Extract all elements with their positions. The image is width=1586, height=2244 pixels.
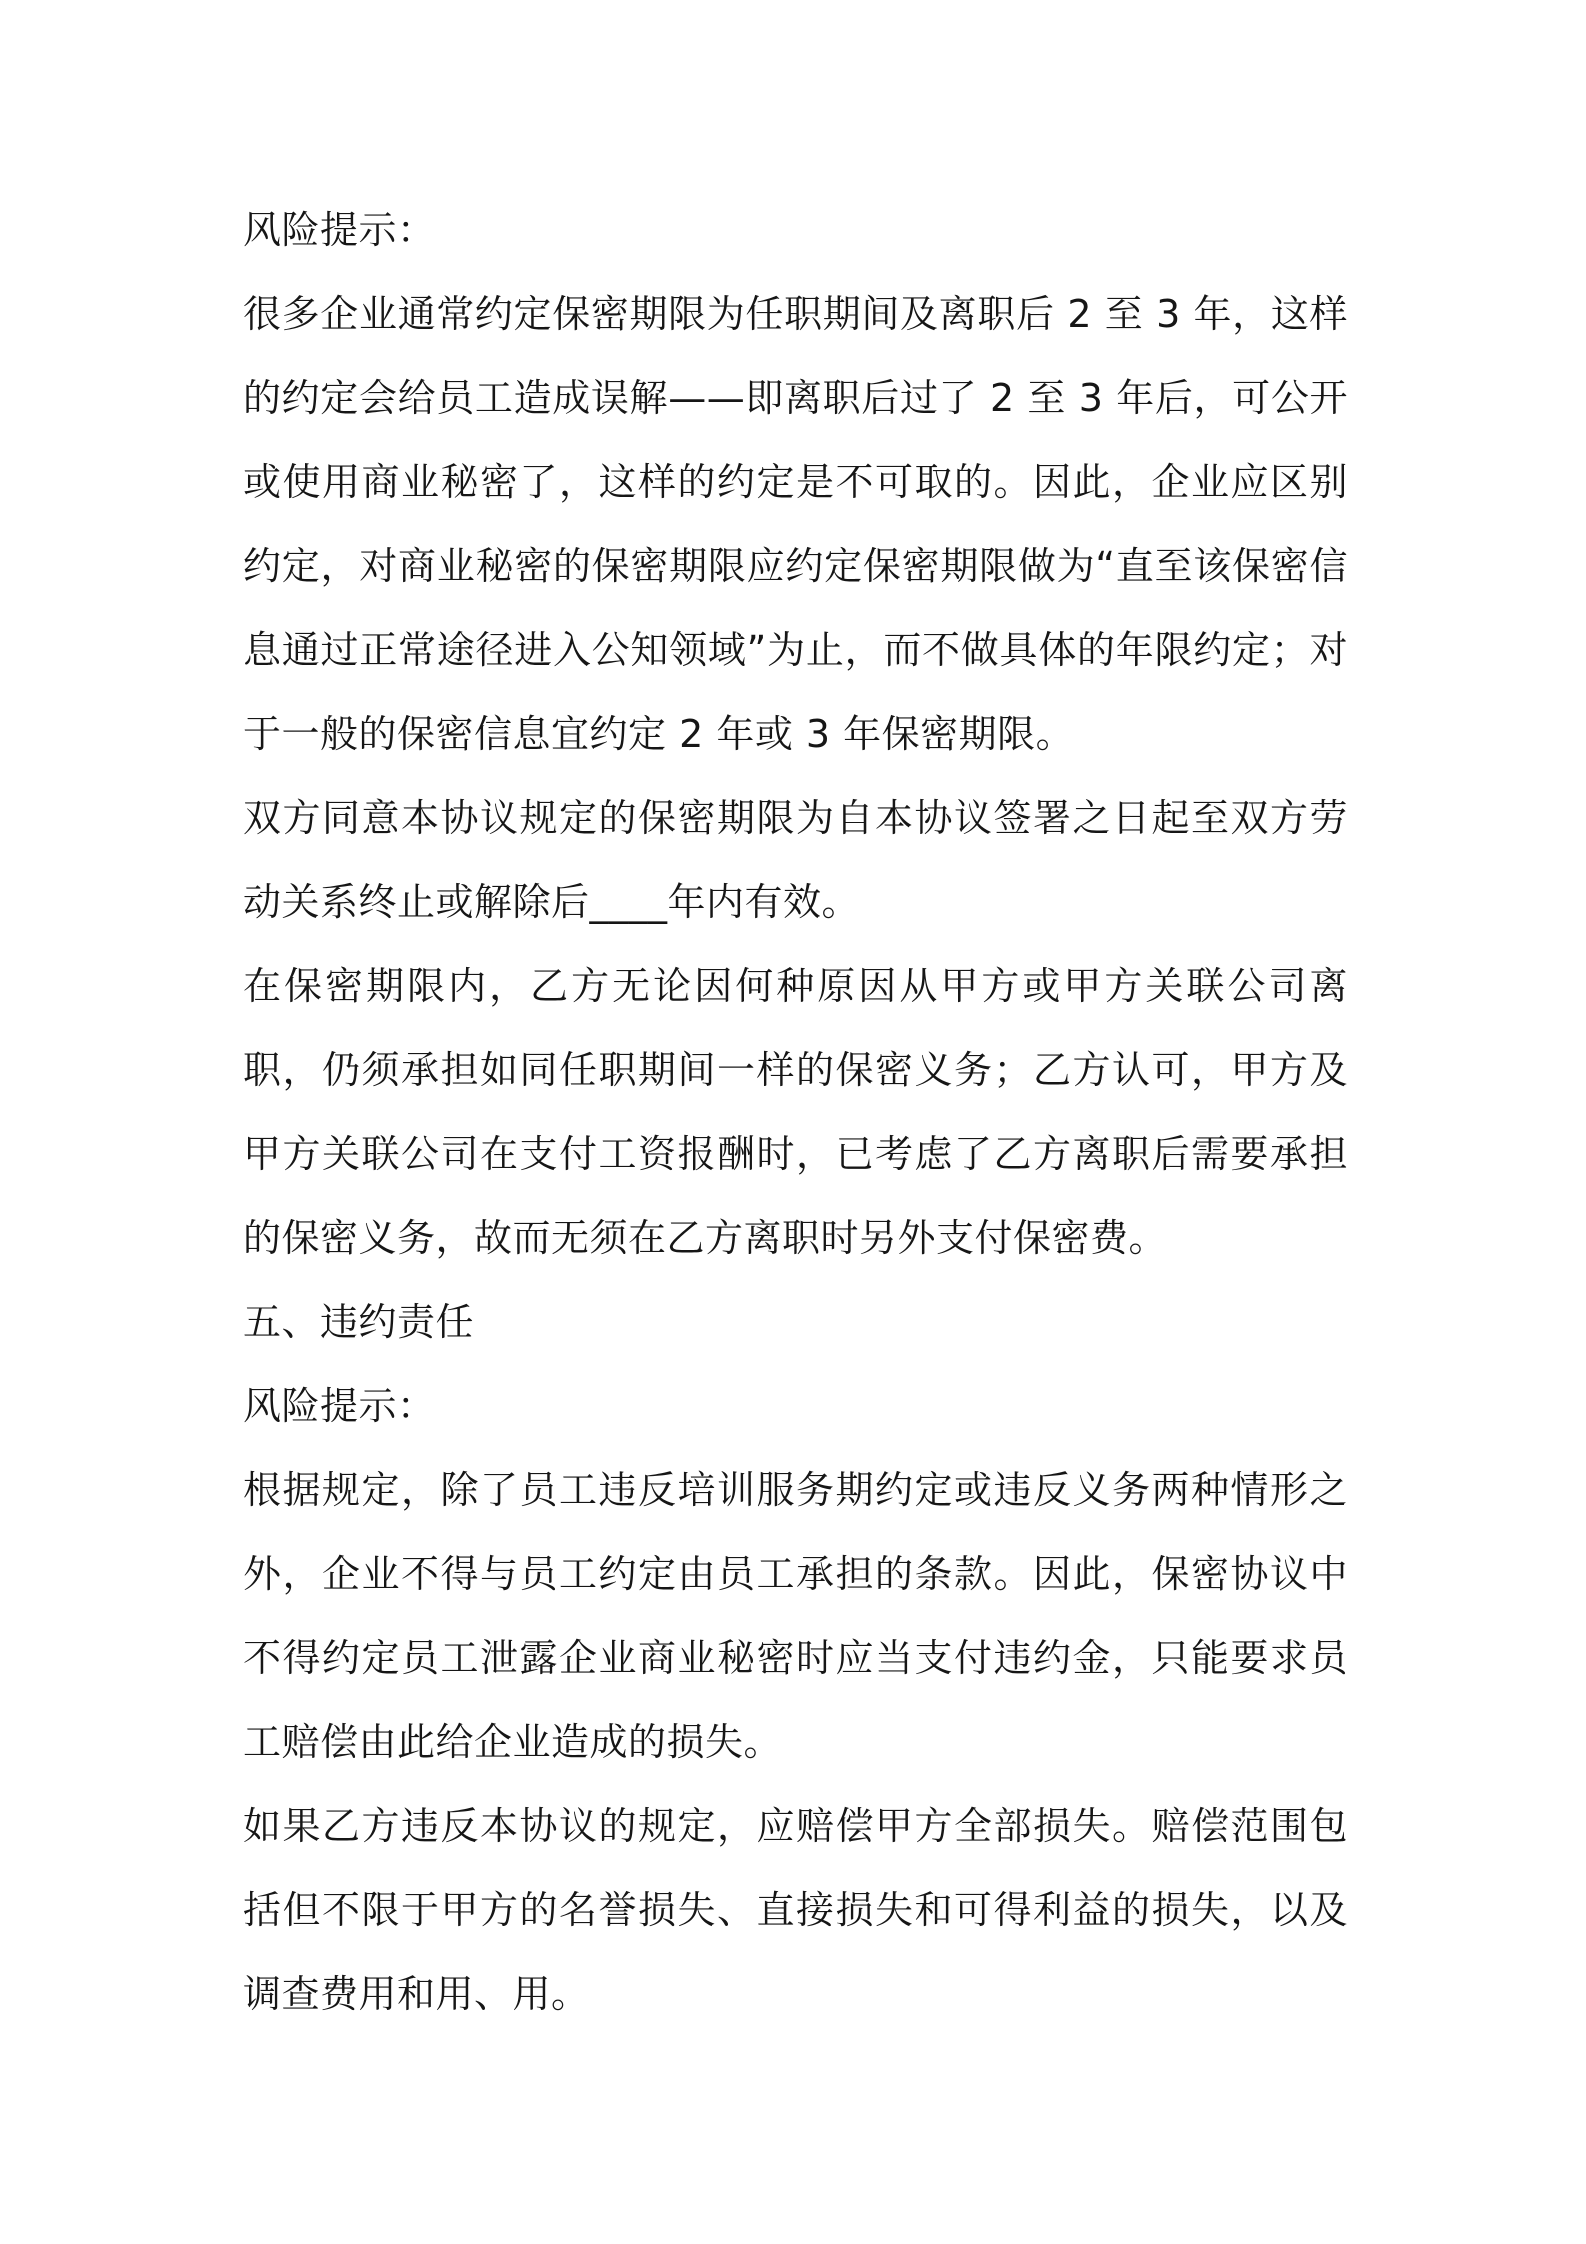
compensation-clause: 如果乙方违反本协议的规定，应赔偿甲方全部损失。赔偿范围包括但不限于甲方的名誉损失、直接损失和可得利益的损失，以及调查费用和用、用。 — [243, 1804, 1348, 2016]
risk-notice-heading: 风险提示： — [243, 208, 436, 252]
section-heading-liability: 五、违约责任 — [243, 1300, 475, 1344]
confidentiality-period-clause: 双方同意本协议规定的保密期限为自本协议签署之日起至双方劳动关系终止或解除后____年内有效。 — [243, 796, 1348, 924]
document-body — [243, 188, 1348, 2036]
confidentiality-obligation-clause: 在保密期限内，乙方无论因何种原因从甲方或甲方关联公司离职，仍须承担如同任职期间一样的保密义务；乙方认可，甲方及甲方关联公司在支付工资报酬时，已考虑了乙方离职后需要承担的保密义务，故而无须在乙方离职时另外支付保密费。 — [243, 964, 1348, 1260]
risk-notice-paragraph: 很多企业通常约定保密期限为任职期间及离职后 2 至 3 年，这样的约定会给员工造成误解——即离职后过了 2 至 3 年后，可公开或使用商业秘密了，这样的约定是不可取的。因此，企业应区别约定，对商业秘密的保密期限应约定保密期限做为“直至该保密信息通过正常途径进入公知领域”为止，而不做具体的年限约定；对于一般的保密信息宜约定 2 年或 3 年保密期限。 — [243, 292, 1348, 756]
risk-notice-paragraph: 根据规定，除了员工违反培训服务期约定或违反义务两种情形之外，企业不得与员工约定由员工承担的条款。因此，保密协议中不得约定员工泄露企业商业秘密时应当支付违约金，只能要求员工赔偿由此给企业造成的损失。 — [243, 1468, 1348, 1764]
risk-notice-heading: 风险提示： — [243, 1384, 436, 1428]
